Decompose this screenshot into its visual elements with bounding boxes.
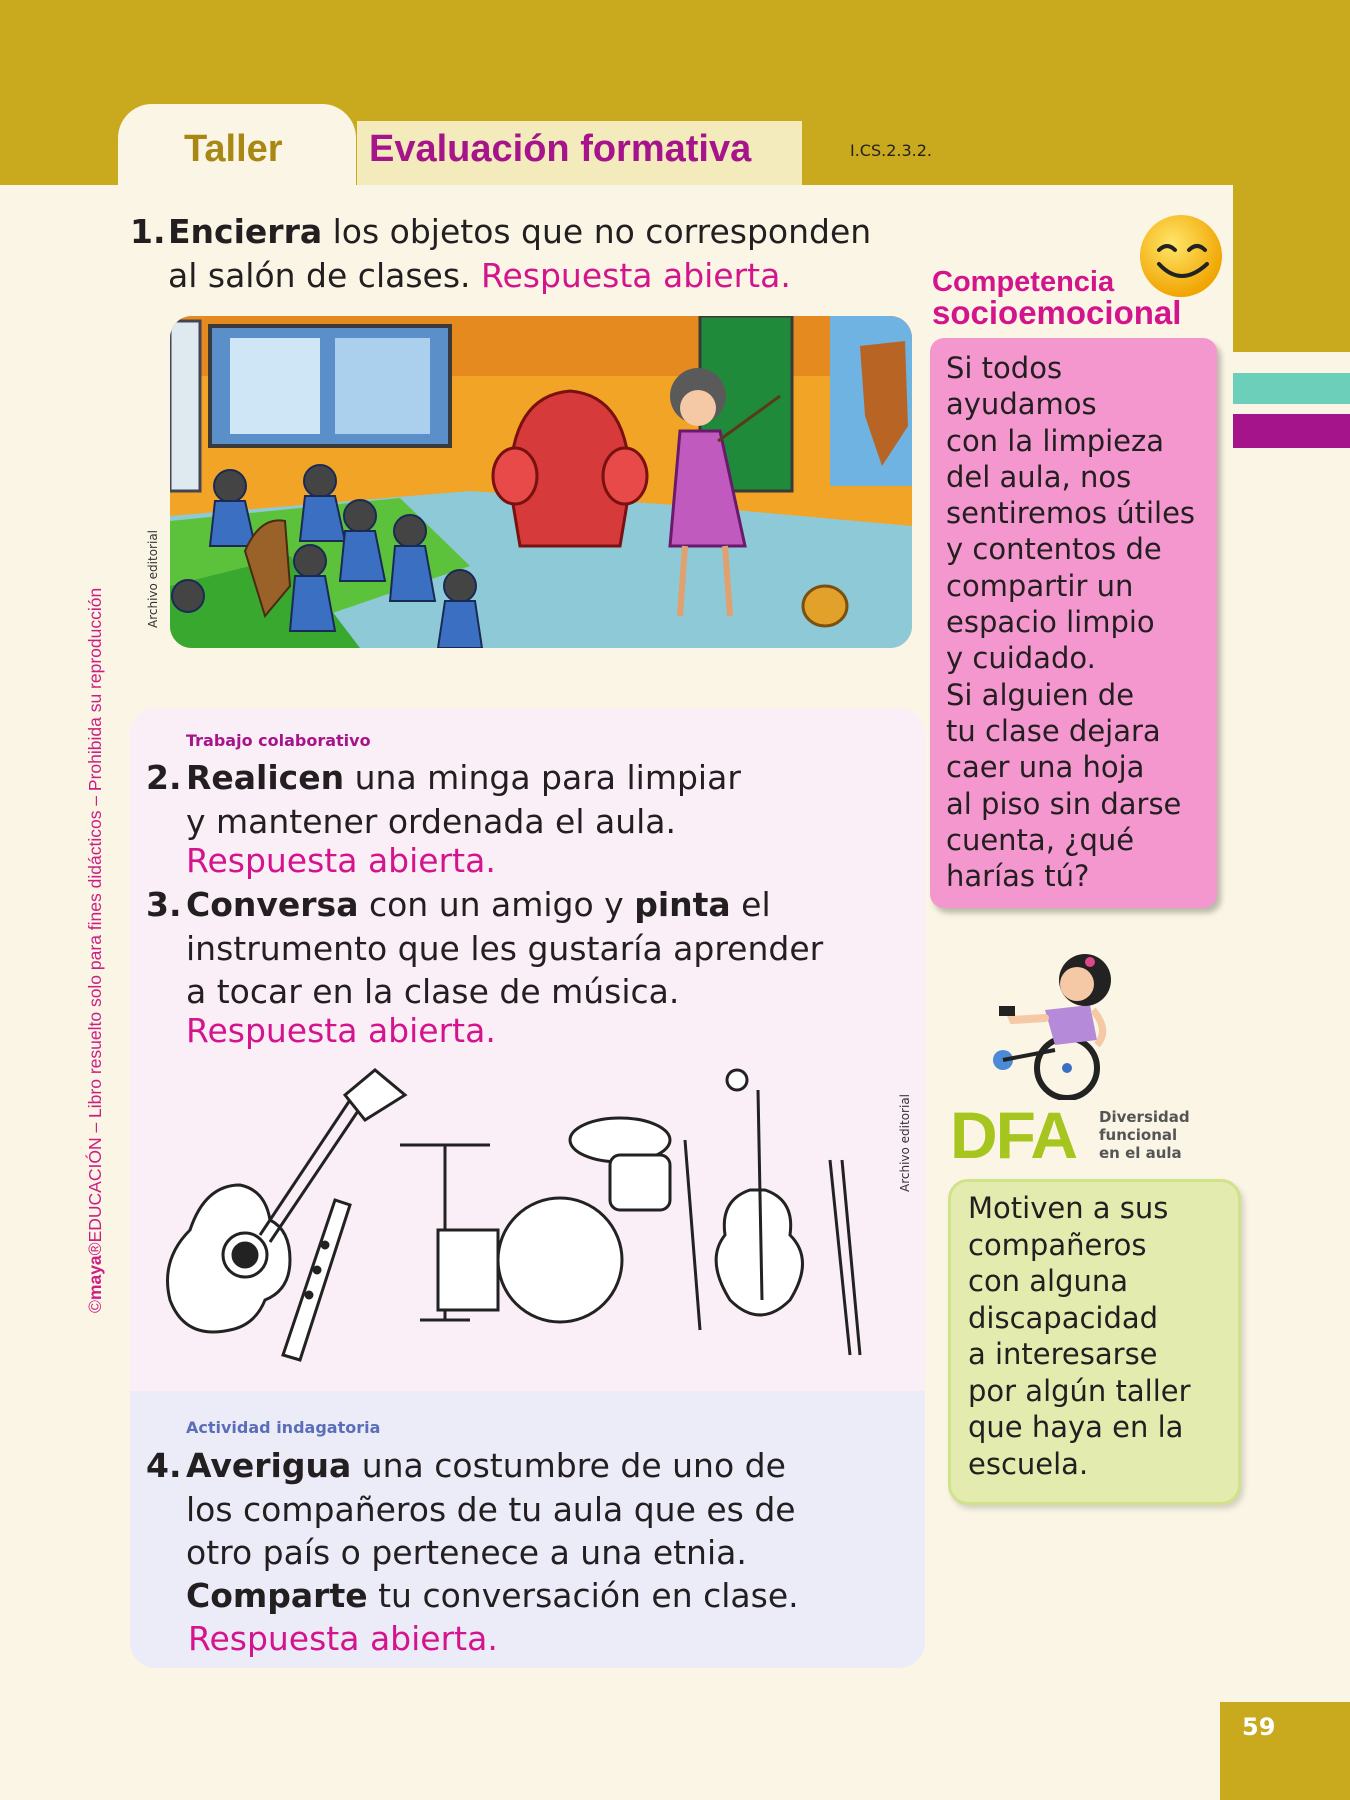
dfa-line: compañeros	[968, 1227, 1147, 1262]
q3-end: el	[730, 885, 771, 924]
q4-line3: otro país o pertenece a una etnia.	[186, 1533, 747, 1572]
competencia-line: y contentos de	[946, 532, 1162, 567]
teal-stripe	[1233, 373, 1350, 404]
q4-line1	[186, 1444, 786, 1488]
competencia-title-line2: socioemocional	[932, 294, 1182, 331]
q2-answer: Respuesta abierta.	[186, 841, 496, 880]
competencia-line: del aula, nos	[946, 459, 1132, 494]
q4-line4	[186, 1574, 799, 1618]
collaborative-tag: Trabajo colaborativo	[186, 731, 371, 750]
dfa-text	[968, 1190, 1228, 1482]
taller-label: Taller	[184, 128, 283, 170]
competencia-line: tu clase dejara	[946, 713, 1161, 748]
right-edge-band	[1233, 185, 1350, 352]
copyright-notice	[85, 588, 106, 1313]
dfa-line: con alguna	[968, 1264, 1129, 1298]
competencia-line: y cuidado.	[946, 641, 1096, 676]
q1-answer: Respuesta abierta.	[481, 256, 791, 295]
registered-mark: ®	[85, 1242, 105, 1256]
q3-answer: Respuesta abierta.	[186, 1011, 496, 1050]
instruments-illustration	[150, 1060, 920, 1370]
flute-drawing	[283, 1200, 350, 1360]
dfa-logo: DFA	[950, 1098, 1076, 1172]
guitar-drawing	[168, 1070, 406, 1332]
q1-number: 1.	[130, 212, 166, 251]
q2-line1-rest: una minga para limpiar	[344, 758, 741, 797]
q4-line1-rest: una costumbre de uno de	[351, 1446, 786, 1485]
competencia-line: compartir un	[946, 568, 1134, 603]
image-credit-instruments: Archivo editorial	[898, 1093, 912, 1192]
competencia-text	[946, 350, 1216, 894]
q4-line4-rest: tu conversación en clase.	[367, 1576, 799, 1615]
q3-number: 3.	[146, 885, 182, 924]
dfa-line: a interesarse	[968, 1337, 1158, 1371]
dfa-subtitle-line: Diversidad	[1099, 1108, 1190, 1126]
page-number: 59	[1242, 1713, 1276, 1741]
copyright-symbol: ©	[85, 1300, 105, 1313]
q2-line1	[186, 756, 741, 800]
q4-verb2: Comparte	[186, 1576, 368, 1615]
q3-verb2: pinta	[634, 885, 731, 924]
dfa-line: Motiven a sus	[968, 1191, 1169, 1225]
q2-number: 2.	[146, 758, 182, 797]
q3-line2: instrumento que les gustaría aprender	[186, 929, 824, 968]
competencia-line: espacio limpio	[946, 605, 1155, 640]
magenta-stripe	[1233, 414, 1350, 448]
image-credit-classroom: Archivo editorial	[146, 529, 160, 628]
q1-verb: Encierra	[168, 212, 323, 251]
competencia-title-line1: Competencia	[932, 266, 1115, 298]
copyright-text: EDUCACIÓN – Libro resuelto solo para fines didácticos – Prohibida su reproducción	[85, 587, 105, 1243]
dfa-line: que haya en la	[968, 1410, 1184, 1444]
q2-line2: y mantener ordenada el aula.	[186, 802, 677, 841]
dfa-line: escuela.	[968, 1446, 1089, 1481]
dfa-line: discapacidad	[968, 1300, 1159, 1335]
competencia-line: sentiremos útiles	[946, 496, 1196, 531]
dfa-subtitle	[1099, 1108, 1190, 1162]
drum-kit-drawing	[400, 1118, 700, 1330]
competencia-line: ayudamos	[946, 387, 1097, 422]
inquiry-tag: Actividad indagatoria	[186, 1418, 381, 1437]
competencia-line: al piso sin darse	[946, 786, 1182, 821]
competencia-line: caer una hoja	[946, 750, 1145, 785]
q1-line1-rest: los objetos que no corresponden	[322, 212, 872, 251]
q3-verb1: Conversa	[186, 885, 359, 924]
wheelchair-girl-illustration	[985, 950, 1145, 1100]
curriculum-code: I.CS.2.3.2.	[850, 141, 933, 160]
q1-line1	[168, 210, 871, 254]
q3-mid: con un amigo y	[358, 885, 635, 924]
classroom-illustration	[170, 316, 912, 648]
violin-drawing	[716, 1070, 860, 1355]
q2-verb: Realicen	[186, 758, 345, 797]
competencia-line: cuenta, ¿qué	[946, 822, 1135, 857]
dfa-subtitle-line: en el aula	[1099, 1144, 1182, 1162]
competencia-line: Si todos	[946, 351, 1063, 385]
q1-line2-text: al salón de clases.	[168, 256, 482, 295]
q4-verb: Averigua	[186, 1446, 352, 1485]
q4-answer: Respuesta abierta.	[188, 1619, 498, 1658]
competencia-line: Si alguien de	[946, 677, 1135, 712]
brand-name: maya	[85, 1255, 105, 1301]
section-title: Evaluación formativa	[369, 128, 752, 170]
dfa-line: por algún taller	[968, 1373, 1191, 1408]
smiley-icon	[1137, 212, 1225, 300]
competencia-line: con la limpieza	[946, 423, 1164, 458]
page-number-box	[1220, 1702, 1350, 1800]
q4-line2: los compañeros de tu aula que es de	[186, 1490, 796, 1529]
dfa-subtitle-line: funcional	[1099, 1126, 1178, 1144]
q4-number: 4.	[146, 1446, 182, 1485]
q3-line1	[186, 883, 771, 927]
q3-line3: a tocar en la clase de música.	[186, 972, 680, 1011]
competencia-line: harías tú?	[946, 859, 1090, 894]
q1-line2	[168, 254, 791, 298]
